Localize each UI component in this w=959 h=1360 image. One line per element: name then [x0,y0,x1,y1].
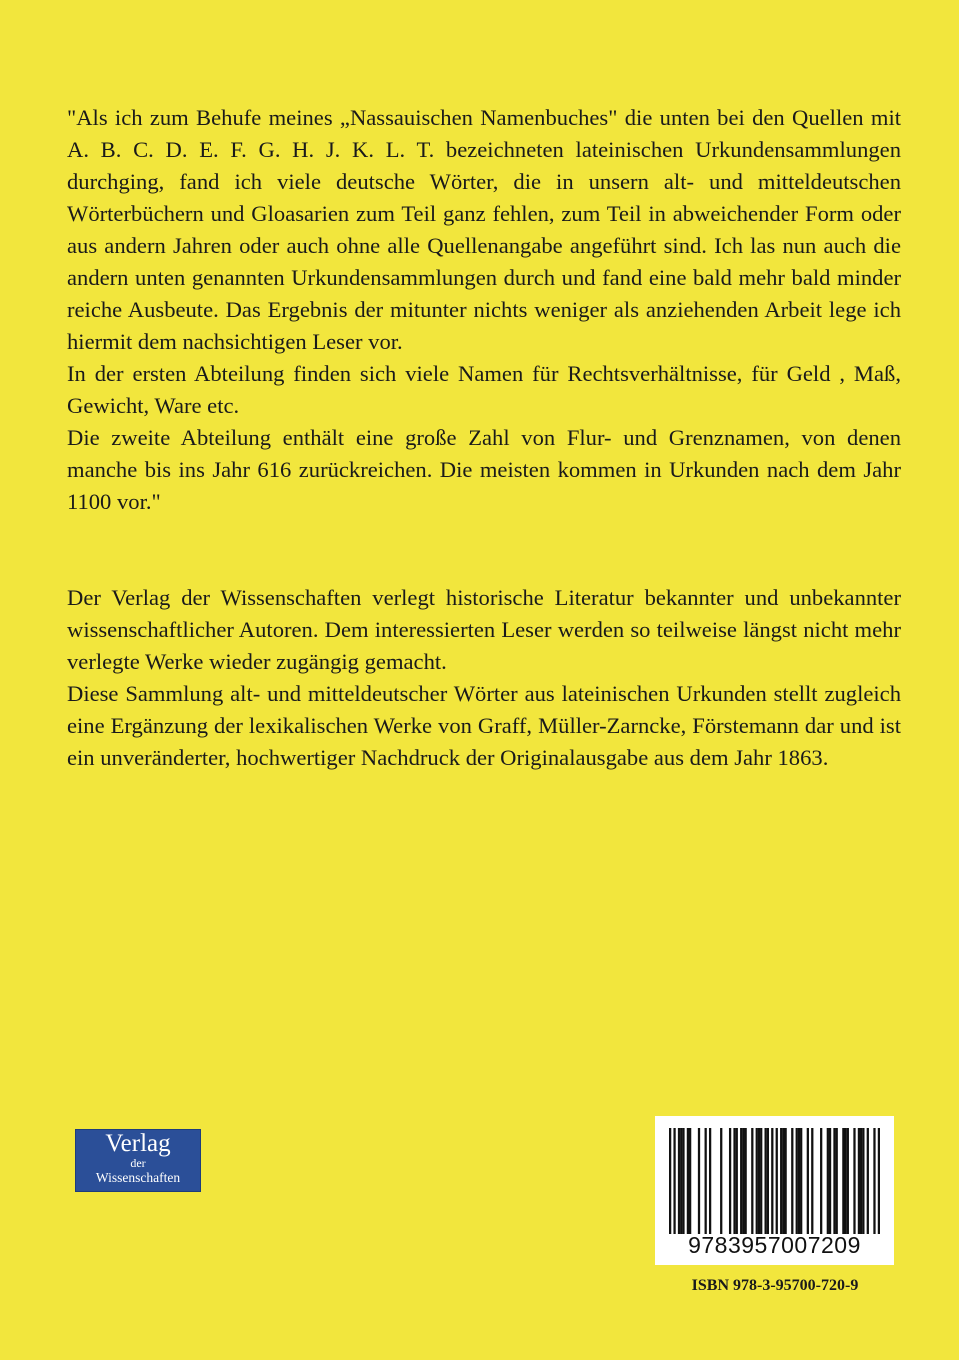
barcode-bar [807,1128,809,1234]
quote-paragraph-2: In der ersten Abteilung finden sich viele Namen für Rechtsverhältnisse, für Geld , Maß, Gewicht, Ware etc. [67,361,901,418]
barcode-bar [758,1128,760,1234]
barcode-bar [853,1128,855,1234]
barcode-bar [800,1128,802,1234]
logo-line-wissenschaften: Wissenschaften [95,1170,181,1185]
quote-block [67,102,901,518]
barcode-bar [745,1128,747,1234]
barcode-bar [776,1128,778,1234]
barcode-bar [833,1128,835,1234]
barcode-bar [811,1128,813,1234]
barcode-bar [782,1128,784,1234]
barcode-bars [669,1128,880,1234]
publisher-paragraph-2: Diese Sammlung alt- und mitteldeutscher Wörter aus lateinischen Urkunden stellt zugleich eine Ergänzung der lexikalischen Werke von Graff, Müller-Zarncke, Förstemann dar und ist ein unveränderter, hochwertiger Nachdruck der Originalausgabe aus dem Jahr 1863. [67,681,901,770]
publisher-description [67,582,901,774]
barcode-bar [829,1128,831,1234]
barcode-bar [678,1128,680,1234]
barcode-bar [740,1128,742,1234]
barcode-bar [682,1128,684,1234]
publisher-paragraph-1: Der Verlag der Wissenschaften verlegt historische Literatur bekannter und unbekannter wissenschaftlicher Autoren. Dem interessierten Leser werden so teilweise längst nicht mehr verlegte Werke wieder zugängig gemacht. [67,585,901,674]
barcode-bar [847,1128,849,1234]
barcode-bar [709,1128,711,1234]
barcode-bar [798,1128,800,1234]
barcode-bar [698,1128,700,1234]
barcode-bar [860,1128,862,1234]
barcode-bar [751,1128,753,1234]
barcode-bar [844,1128,846,1234]
barcode-bar [736,1128,738,1234]
quote-paragraph-1: "Als ich zum Behufe meines „Nassauischen Namenbuches" die unten bei den Quellen mit A. B. C. D. E. F. G. H. J. K. L. T. bezeichneten lateinischen Urkundensammlungen durchging, fand ich viele deutsche Wörter, die in unsern alt- und mitteldeutschen Wörterbüchern und Gloasarien zum Teil ganz fehlen, zum Teil in abweichender Form oder aus andern Jahren oder auch ohne alle Quellenangabe angeführt sind. Ich las nun auch die andern unten genannten Urkundensammlungen durch und fand eine bald mehr bald minder reiche Ausbeute. Das Ergebnis der mitunter nichts weniger als anziehenden Arbeit lege ich hiermit dem nachsichtigen Leser vor. [67,105,901,354]
publisher-logo [75,1129,201,1192]
barcode-bar [705,1128,707,1234]
barcode-bar [791,1128,793,1234]
barcode-bar [820,1128,822,1234]
barcode-bar [842,1128,844,1234]
barcode-bar [729,1128,731,1234]
quote-paragraph-3: Die zweite Abteilung enthält eine große Zahl von Flur- und Grenznamen, von denen manche bis ins Jahr 616 zurückreichen. Die meisten kommen in Urkunden nach dem Jahr 1100 vor." [67,425,901,514]
barcode-bar [673,1128,675,1234]
barcode-bar [765,1128,767,1234]
barcode-bar [680,1128,682,1234]
logo-line-der: der [130,1156,146,1170]
barcode-bar [873,1128,875,1234]
barcode-bar [780,1128,782,1234]
barcode-bar [687,1128,689,1234]
barcode-bar [867,1128,869,1234]
barcode-bar [796,1128,798,1234]
barcode-bar [689,1128,691,1234]
barcode-number: 9783957007209 [688,1232,861,1258]
barcode-bar [720,1128,722,1234]
barcode-bar [733,1128,735,1234]
barcode-bar [767,1128,769,1234]
barcode-bar [771,1128,773,1234]
barcode-bar [784,1128,786,1234]
barcode-bar [836,1128,838,1234]
isbn-label: ISBN 978-3-95700-720-9 [691,1277,859,1294]
barcode-bar [669,1128,671,1234]
logo-line-verlag: Verlag [105,1130,171,1157]
barcode [655,1116,894,1265]
barcode-bar [742,1128,744,1234]
barcode-bar [878,1128,880,1234]
barcode-bar [760,1128,762,1234]
barcode-bar [756,1128,758,1234]
barcode-bar [858,1128,860,1234]
barcode-bar [862,1128,864,1234]
barcode-bar [827,1128,829,1234]
